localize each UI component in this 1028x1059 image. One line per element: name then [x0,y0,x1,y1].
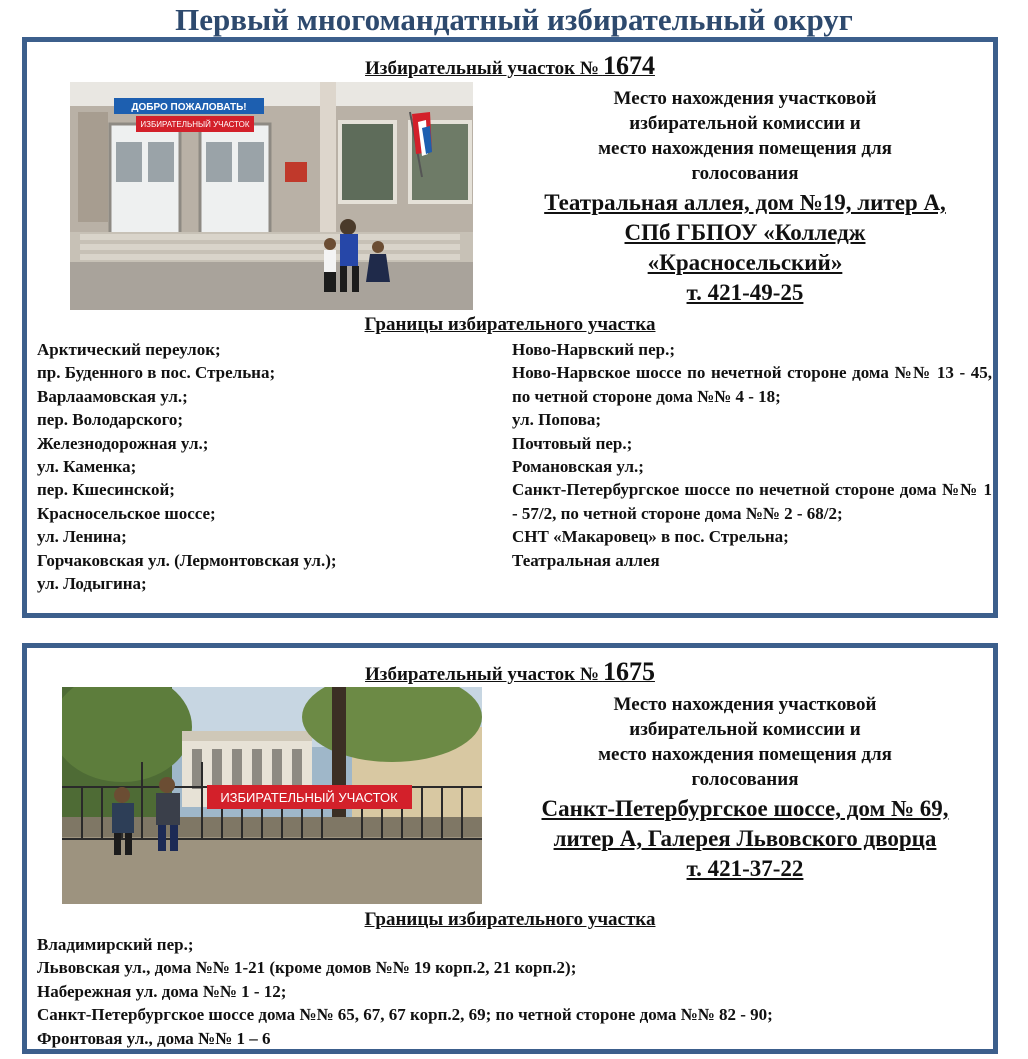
polling-station-photo [70,82,473,310]
location-caption-line: избирательной комиссии и [629,719,861,740]
phone-line: т. 421-49-25 [686,280,804,305]
boundaries-list-left [37,338,497,595]
precinct-heading-label: Избирательный участок № [365,58,599,79]
boundary-item: СНТ «Макаровец» в пос. Стрельна; [512,527,789,547]
palace-gallery-image [62,687,482,904]
boundary-item: Фронтовая ул., дома №№ 1 – 6 [37,1028,271,1048]
boundary-item: Набережная ул. дома №№ 1 - 12; [37,981,287,1001]
precinct-panel-1674 [22,37,998,618]
boundary-item: Санкт-Петербургское шоссе по нечетной стороне дома №№ 1 - 57/2, по четной стороне дома №№ 2 - 68/2; [512,480,992,523]
phone-line: т. 421-37-22 [686,856,804,881]
boundary-item: пер. Володарского; [37,410,184,430]
location-caption-line: голосования [691,163,799,184]
boundaries-list [37,933,987,1050]
location-caption-line: избирательной комиссии и [629,113,861,134]
location-block [495,692,995,884]
boundary-item: ул. Каменка; [37,457,137,477]
banner-welcome-text: ДОБРО ПОЖАЛОВАТЬ! [131,102,247,113]
boundary-item: Ново-Нарвское шоссе по нечетной стороне дома №№ 13 - 45, по четной стороне дома №№ 4 - 18; [512,363,992,406]
boundary-item: ул. Попова; [512,410,602,430]
document-title: Первый многомандатный избирательный округ [175,2,853,37]
location-block [495,86,995,308]
boundary-item: пер. Кшесинской; [37,480,175,500]
polling-station-photo [62,687,482,904]
boundary-item: Железнодорожная ул.; [37,433,209,453]
boundary-item: Красносельское шоссе; [37,503,216,523]
boundary-item: Владимирский пер.; [37,935,194,954]
address-line: «Красносельский» [647,250,843,275]
boundary-item: Ново-Нарвский пер.; [512,340,675,359]
boundary-item: пр. Буденного в пос. Стрельна; [37,363,276,383]
address-line: СПб ГБПОУ «Колледж [624,220,866,245]
boundary-item: Романовская ул.; [512,457,644,477]
location-caption-line: Место нахождения участковой [613,694,877,715]
boundary-item: ул. Ленина; [37,527,127,547]
banner-precinct-text: ИЗБИРАТЕЛЬНЫЙ УЧАСТОК [220,790,398,805]
boundary-item: Театральная аллея [512,550,660,570]
location-caption-line: место нахождения помещения для [598,744,892,765]
location-caption-line: место нахождения помещения для [598,138,892,159]
precinct-panel-1675 [22,643,998,1054]
address-line: Санкт-Петербургское шоссе, дом № 69, [541,796,949,821]
college-building-image [70,82,473,310]
location-caption-line: голосования [691,769,799,790]
precinct-heading-label: Избирательный участок № [365,664,599,685]
precinct-number: 1674 [602,51,655,80]
boundary-item: ул. Лодыгина; [37,574,147,594]
precinct-heading [27,51,993,81]
boundary-item: Почтовый пер.; [512,433,633,453]
boundaries-heading: Границы избирательного участка [364,909,656,930]
boundary-item: Львовская ул., дома №№ 1-21 (кроме домов №№ 19 корп.2, 21 корп.2); [37,958,577,978]
banner-precinct-text: ИЗБИРАТЕЛЬНЫЙ УЧАСТОК [140,120,250,129]
location-caption-line: Место нахождения участковой [613,88,877,109]
address-line: литер А, Галерея Львовского дворца [553,826,937,851]
precinct-number: 1675 [602,657,655,686]
boundary-item: Санкт-Петербургское шоссе дома №№ 65, 67, 67 корп.2, 69; по четной стороне дома №№ 82 - 90; [37,1005,773,1025]
address-line: Театральная аллея, дом №19, литер А, [544,190,946,215]
boundaries-list-right [512,338,992,572]
boundary-item: Горчаковская ул. (Лермонтовская ул.); [37,550,337,570]
boundaries-heading: Границы избирательного участка [364,314,656,335]
precinct-heading [27,657,993,687]
boundary-item: Варлаамовская ул.; [37,386,188,406]
boundary-item: Арктический переулок; [37,340,221,359]
